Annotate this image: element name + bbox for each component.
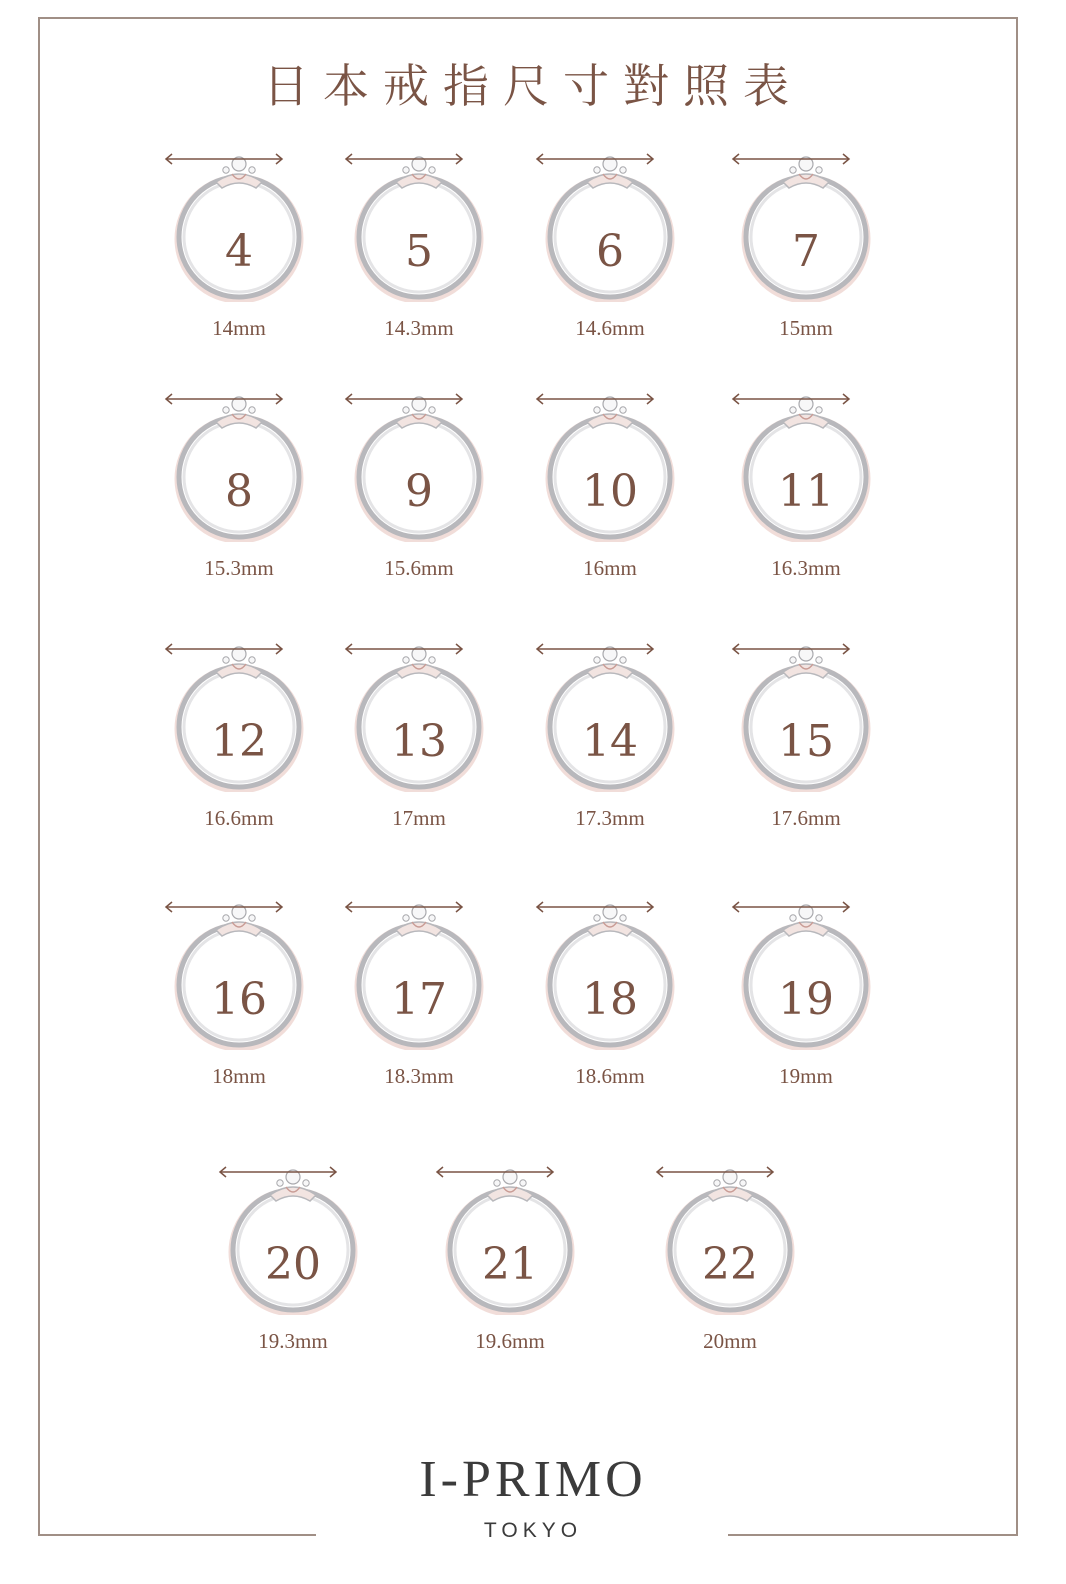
ring-diameter-label: 15.3mm [204, 556, 274, 580]
ring-size-card [344, 900, 494, 1088]
frame-top-border [38, 17, 1018, 19]
ring-size-card [731, 152, 881, 340]
ring-size-card [535, 152, 685, 340]
ring-size-card [344, 152, 494, 340]
ring-diameter-label: 20mm [703, 1329, 757, 1353]
ring-size-number: 19 [778, 974, 834, 1025]
ring-size-card [435, 1165, 585, 1353]
ring-size-number: 7 [792, 226, 820, 277]
diameter-arrow-icon [731, 392, 851, 406]
ring-diameter-label: 18.6mm [575, 1064, 645, 1088]
ring-size-number: 16 [211, 974, 267, 1025]
ring-size-card [164, 392, 314, 580]
ring-diameter-label: 17.3mm [575, 806, 645, 830]
ring-size-card [731, 642, 881, 830]
ring-diameter-label: 16.6mm [204, 806, 274, 830]
ring-size-number: 10 [582, 466, 638, 517]
ring-size-number: 15 [778, 716, 834, 767]
ring-size-card [164, 152, 314, 340]
ring-size-number: 8 [225, 466, 253, 517]
ring-diameter-label: 17mm [392, 806, 446, 830]
ring-diameter-label: 14mm [212, 316, 266, 340]
ring-size-number: 9 [405, 466, 433, 517]
ring-size-card [655, 1165, 805, 1353]
ring-size-number: 14 [582, 716, 638, 767]
ring-diameter-label: 18.3mm [384, 1064, 454, 1088]
ring-diameter-label: 19.6mm [475, 1329, 545, 1353]
ring-size-card [164, 900, 314, 1088]
diameter-arrow-icon [731, 642, 851, 656]
ring-size-number: 17 [391, 974, 447, 1025]
frame-right-border [1016, 17, 1018, 1536]
ring-size-number: 11 [778, 466, 834, 517]
ring-diameter-label: 16.3mm [771, 556, 841, 580]
ring-size-number: 20 [265, 1239, 321, 1290]
diameter-arrow-icon [164, 642, 284, 656]
diameter-arrow-icon [731, 900, 851, 914]
ring-size-number: 5 [405, 226, 433, 277]
ring-size-card [218, 1165, 368, 1353]
ring-size-card [344, 392, 494, 580]
ring-diameter-label: 17.6mm [771, 806, 841, 830]
ring-size-card [535, 900, 685, 1088]
brand-city: TOKYO [483, 1519, 583, 1542]
diameter-arrow-icon [344, 392, 464, 406]
diameter-arrow-icon [535, 152, 655, 166]
diameter-arrow-icon [435, 1165, 555, 1179]
diameter-arrow-icon [164, 900, 284, 914]
brand-logo: I-PRIMO [419, 1451, 647, 1508]
ring-diameter-label: 15.6mm [384, 556, 454, 580]
ring-diameter-label: 19mm [779, 1064, 833, 1088]
ring-size-card [731, 392, 881, 580]
ring-size-number: 12 [211, 716, 267, 767]
ring-size-card [731, 900, 881, 1088]
diameter-arrow-icon [535, 900, 655, 914]
diameter-arrow-icon [535, 642, 655, 656]
ring-size-card [535, 642, 685, 830]
ring-diameter-label: 19.3mm [258, 1329, 328, 1353]
diameter-arrow-icon [655, 1165, 775, 1179]
ring-size-number: 6 [596, 226, 624, 277]
diameter-arrow-icon [164, 392, 284, 406]
ring-size-number: 18 [582, 974, 638, 1025]
ring-diameter-label: 14.6mm [575, 316, 645, 340]
diameter-arrow-icon [344, 642, 464, 656]
ring-size-number: 13 [391, 716, 447, 767]
ring-diameter-label: 15mm [779, 316, 833, 340]
diameter-arrow-icon [731, 152, 851, 166]
ring-size-card [535, 392, 685, 580]
diameter-arrow-icon [344, 152, 464, 166]
diameter-arrow-icon [344, 900, 464, 914]
ring-size-number: 22 [702, 1239, 758, 1290]
diameter-arrow-icon [218, 1165, 338, 1179]
ring-size-card [164, 642, 314, 830]
page-title: 日本戒指尺寸對照表 [263, 59, 803, 113]
ring-diameter-label: 14.3mm [384, 316, 454, 340]
ring-diameter-label: 18mm [212, 1064, 266, 1088]
diameter-arrow-icon [535, 392, 655, 406]
diameter-arrow-icon [164, 152, 284, 166]
ring-size-number: 21 [482, 1239, 538, 1290]
ring-diameter-label: 16mm [583, 556, 637, 580]
ring-size-card [344, 642, 494, 830]
ring-size-number: 4 [225, 226, 253, 277]
frame-left-border [38, 17, 40, 1536]
